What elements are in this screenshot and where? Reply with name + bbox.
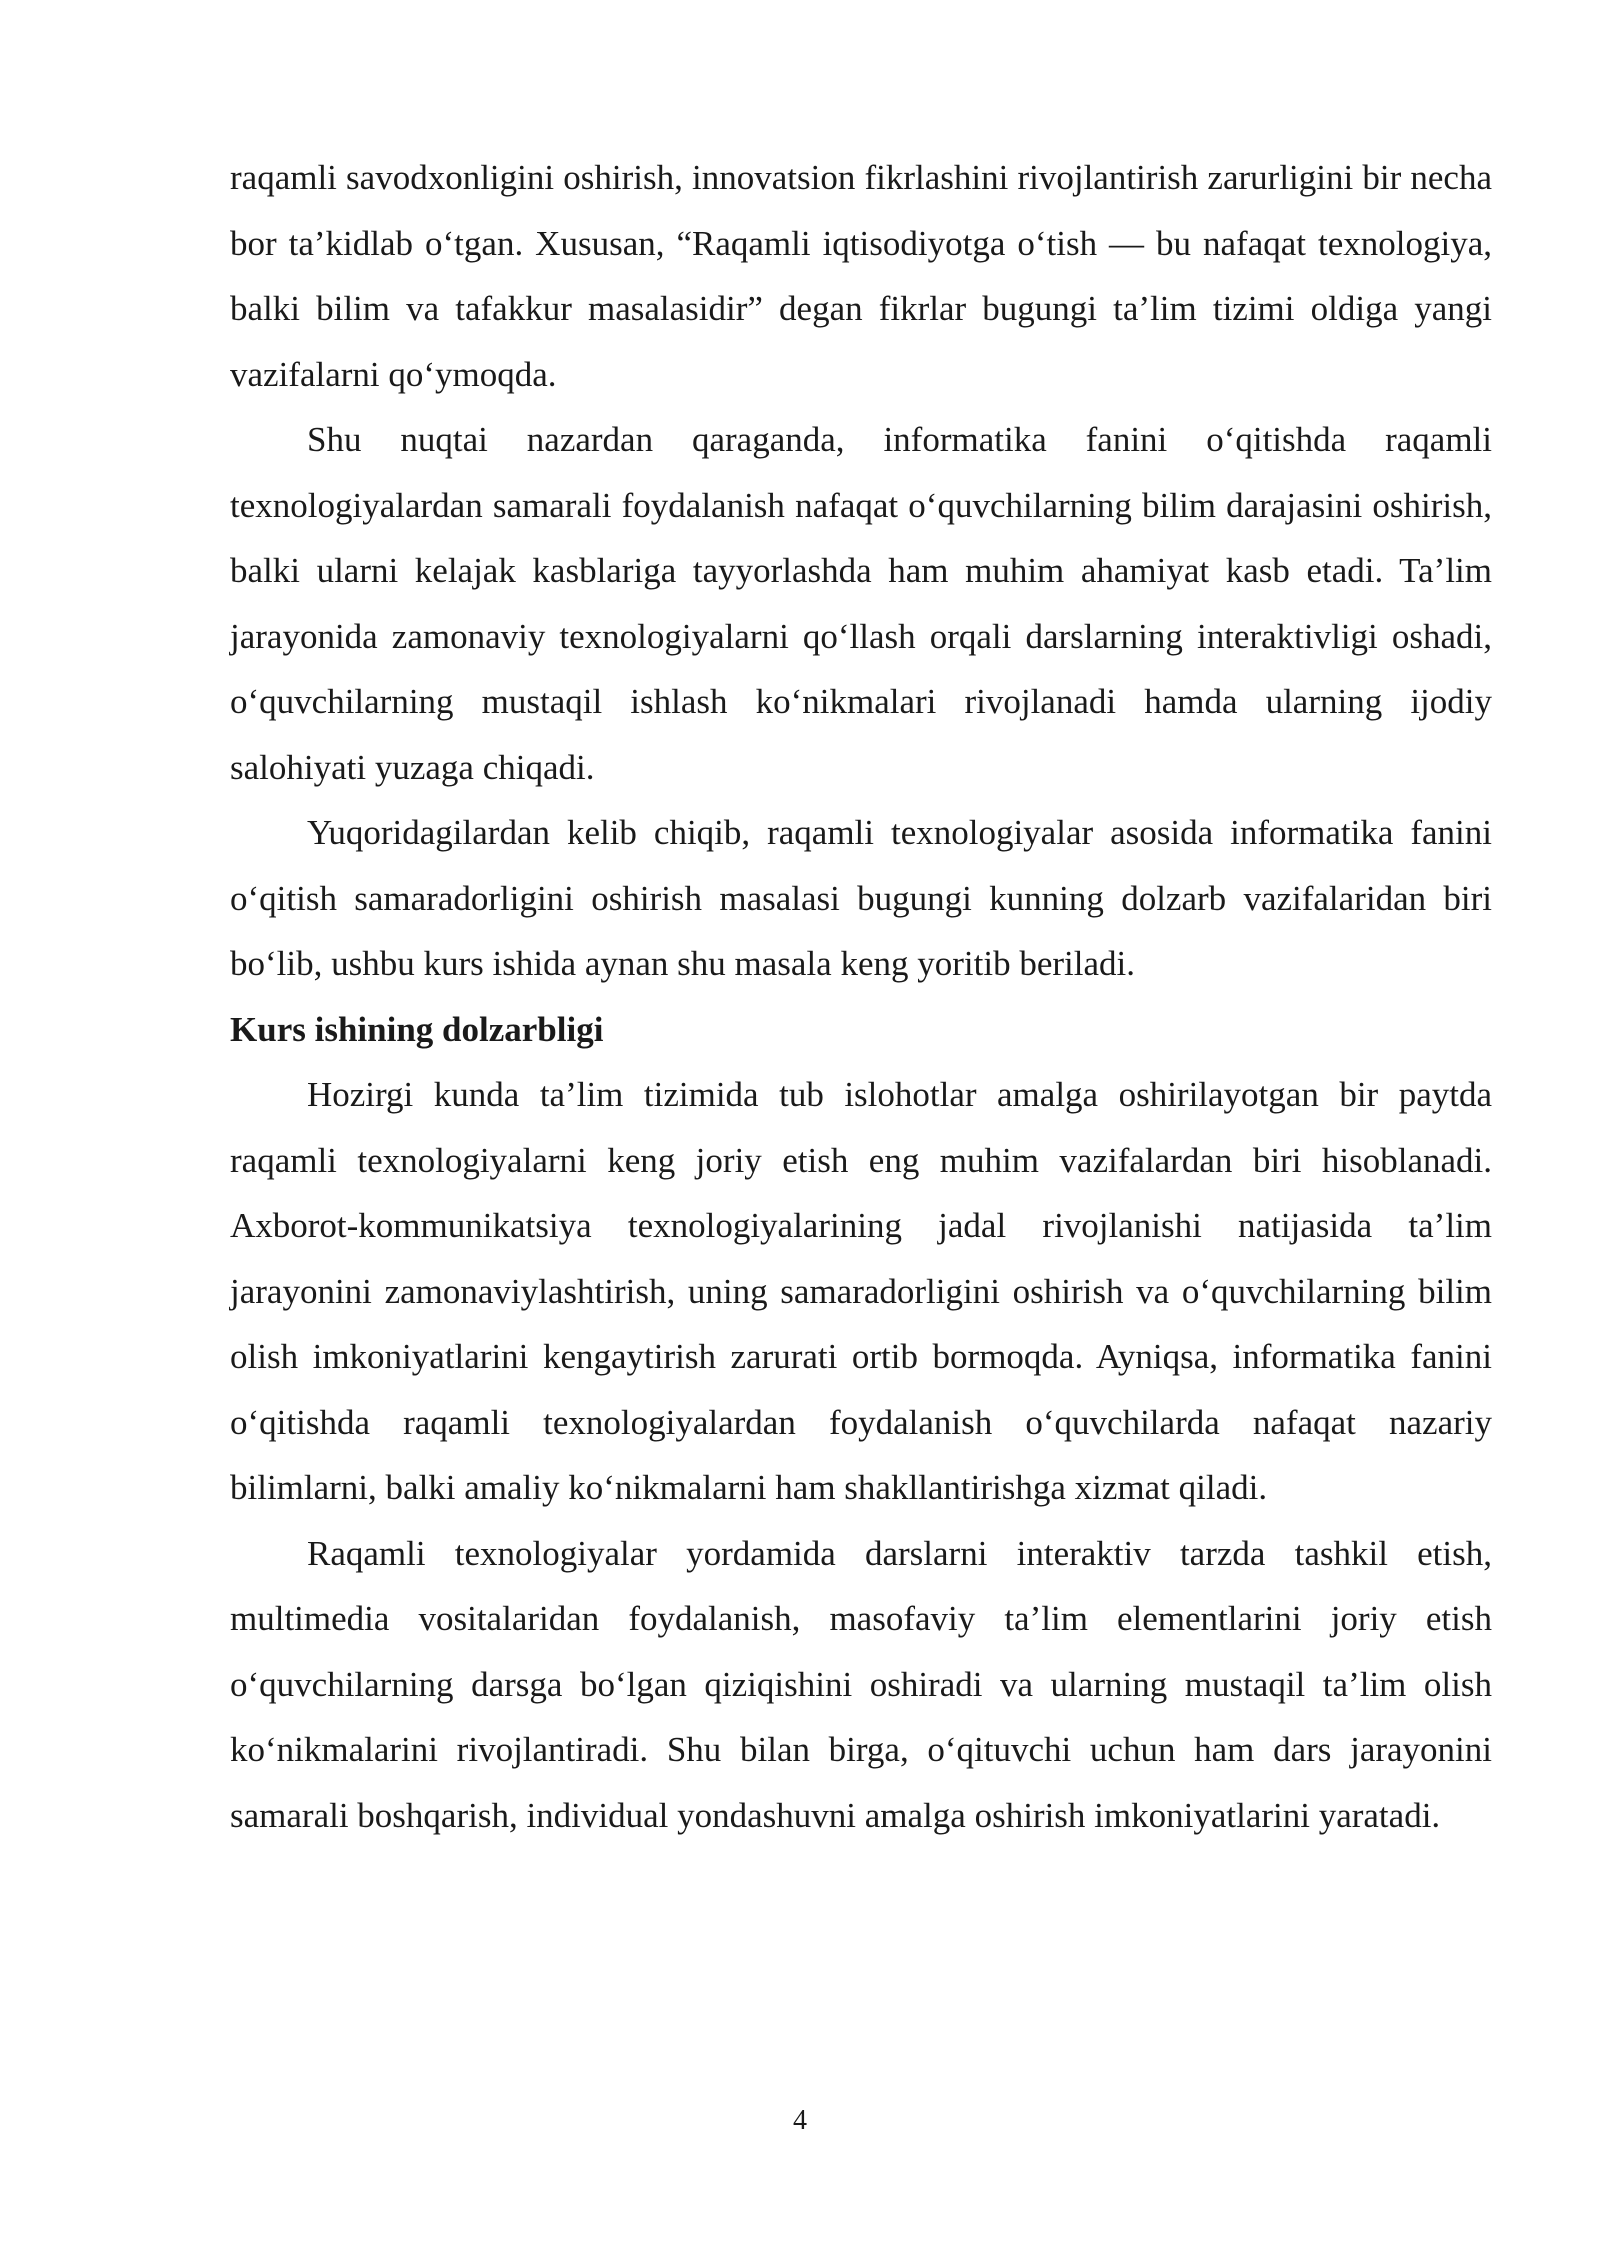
paragraph-course-work-aim: Yuqoridagilardan kelib chiqib, raqamli texnologiyalar asosida informatika fanini o‘qitish samaradorligini oshirish masalasi bugungi kunning dolzarb vazifalaridan biri bo‘lib, ushbu kurs ishida aynan shu masala keng yoritib beriladi.	[230, 813, 1492, 983]
page-number: 4	[793, 2105, 807, 2136]
paragraph-digital-tech-importance: Shu nuqtai nazardan qaraganda, informatika fanini o‘qitishda raqamli texnologiyalardan samarali foydalanish nafaqat o‘quvchilarning bilim darajasini oshirish, balki ularni kelajak kasblariga tayyorlashda ham muhim ahamiyat kasb etadi. Ta’lim jarayonida zamonaviy texnologiyalarni qo‘llash orqali darslarning interaktivligi oshadi, o‘quvchilarning mustaqil ishlash ko‘nikmalari rivojlanadi hamda ularning ijodiy salohiyati yuzaga chiqadi.	[230, 420, 1492, 787]
paragraph-continuation: raqamli savodxonligini oshirish, innovatsion fikrlashini rivojlantirish zarurligini bir necha bor ta’kidlab o‘tgan. Xususan, “Raqamli iqtisodiyotga o‘tish — bu nafaqat texnologiya, balki bilim va tafakkur masalasidir” degan fikrlar bugungi ta’lim tizimi oldiga yangi vazifalarni qo‘ymoqda.	[230, 158, 1492, 394]
section-heading: Kurs ishining dolzarbligi	[230, 1009, 604, 1049]
paragraph-interactive-lessons: Raqamli texnologiyalar yordamida darslarni interaktiv tarzda tashkil etish, multimedia vositalaridan foydalanish, masofaviy ta’lim elementlarini joriy etish o‘quvchilarning darsga bo‘lgan qiziqishini oshiradi va ularning mustaqil ta’lim olish ko‘nikmalarini rivojlantiradi. Shu bilan birga, o‘qituvchi uchun ham dars jarayonini samarali boshqarish, individual yondashuvni amalga oshirish imkoniyatlarini yaratadi.	[230, 1533, 1492, 1835]
paragraph-relevance: Hozirgi kunda ta’lim tizimida tub islohotlar amalga oshirilayotgan bir paytda raqamli texnologiyalarni keng joriy etish eng muhim vazifalardan biri hisoblanadi. Axborot-kommunikatsiya texnologiyalarining jadal rivojlanishi natijasida ta’lim jarayonini zamonaviylashtirish, uning samaradorligini oshirish va o‘quvchilarning bilim olish imkoniyatlarini kengaytirish zarurati ortib bormoqda. Ayniqsa, informatika fanini o‘qitishda raqamli texnologiyalardan foydalanish o‘quvchilarda nafaqat nazariy bilimlarni, balki amaliy ko‘nikmalarni ham shakllantirishga xizmat qiladi.	[230, 1075, 1492, 1507]
page-body	[230, 145, 1492, 1848]
